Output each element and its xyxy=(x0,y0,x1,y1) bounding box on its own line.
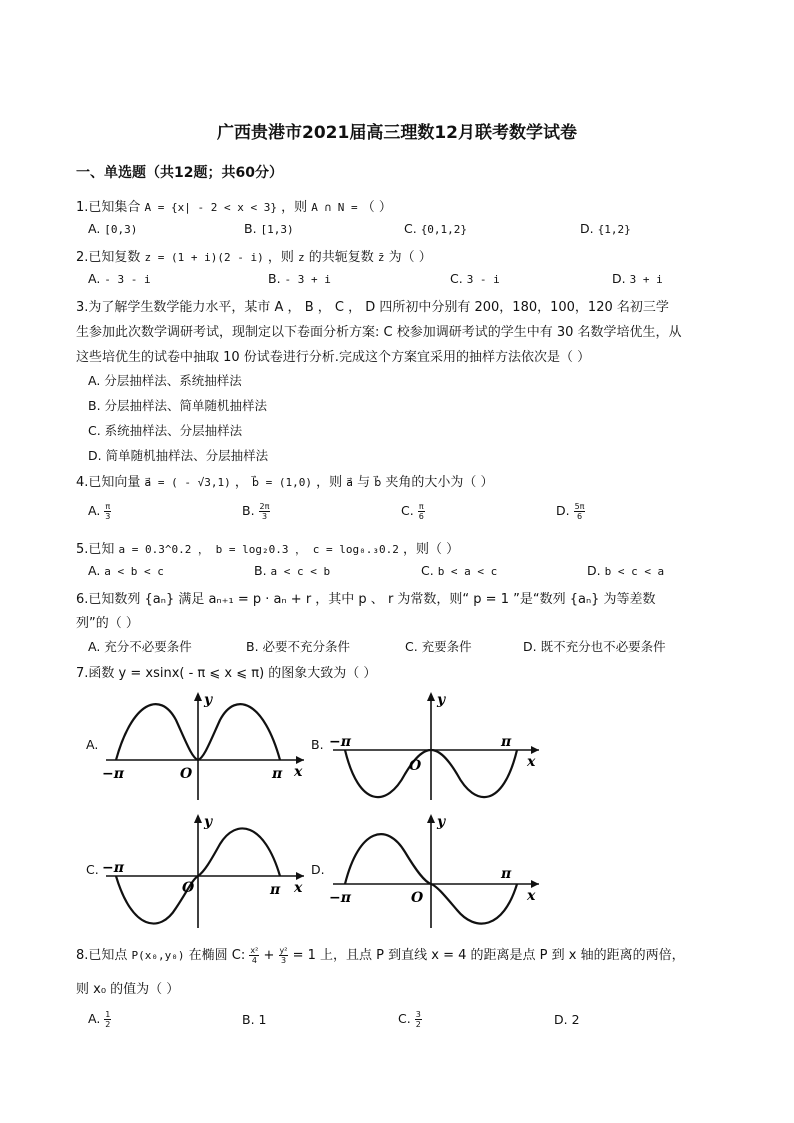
graph-option-a[interactable] xyxy=(98,690,310,802)
question-6-option-b[interactable]: B. 必要不充分条件 xyxy=(246,639,351,654)
question-8-option-a[interactable]: A. $\frac{1}{2}$ xyxy=(88,1010,111,1029)
axis-x-label: x xyxy=(294,764,303,780)
page-title: 广西贵港市2021届高三理数12月联考数学试卷 xyxy=(217,123,577,143)
pi-label: π xyxy=(501,866,512,882)
question-2-option-c[interactable]: C. 3 - i xyxy=(450,271,500,286)
question-7-option-b-label[interactable]: B. xyxy=(311,737,324,752)
question-3-option-a[interactable]: A. 分层抽样法、系统抽样法 xyxy=(88,373,242,388)
y-axis-arrow xyxy=(427,692,435,701)
origin-label: O xyxy=(409,758,422,774)
x-axis-arrow xyxy=(296,872,304,880)
question-3-option-c[interactable]: C. 系统抽样法、分层抽样法 xyxy=(88,423,243,438)
question-8-stem: 8.已知点 P(x₀,y₀) 在椭圆 C: $\frac{\text{x²}}{4}$ + $\frac{\text{y²}}{3}$ = 1 上，且点 P 到直线 x = 4 的距离是点 P 到 x 轴的距离的两倍， xyxy=(76,946,685,965)
question-6-option-a[interactable]: A. 充分不必要条件 xyxy=(88,639,192,654)
question-2-option-d[interactable]: D. 3 + i xyxy=(612,271,663,286)
question-3-line-3: 这些培优生的试卷中抽取 10 份试卷进行分析.完成这个方案宜采用的抽样方法依次是（ ） xyxy=(76,350,591,365)
question-1-option-d[interactable]: D. {1,2} xyxy=(580,221,631,236)
question-2-option-b[interactable]: B. - 3 + i xyxy=(268,271,331,286)
origin-label: O xyxy=(182,880,195,896)
question-4-option-b[interactable]: B. $\frac{2\pi}{3}$ xyxy=(242,502,270,521)
question-8-option-c[interactable]: C. $\frac{3}{2}$ xyxy=(398,1010,421,1029)
question-7-option-a-label[interactable]: A. xyxy=(86,737,99,752)
question-4-option-d[interactable]: D. $\frac{5\pi}{6}$ xyxy=(556,502,585,521)
question-5-option-b[interactable]: B. a < c < b xyxy=(254,563,331,578)
question-6-option-d[interactable]: D. 既不充分也不必要条件 xyxy=(523,639,666,654)
question-3-option-d[interactable]: D. 简单随机抽样法、分层抽样法 xyxy=(88,448,269,463)
y-axis-arrow xyxy=(427,814,435,823)
graph-option-c[interactable] xyxy=(98,812,310,930)
question-5-option-d[interactable]: D. b < c < a xyxy=(587,563,665,578)
question-6-option-c[interactable]: C. 充要条件 xyxy=(405,639,472,654)
question-4-option-a[interactable]: A. $\frac{\pi}{3}$ xyxy=(88,502,111,521)
question-8-option-d[interactable]: D. 2 xyxy=(554,1012,580,1027)
axis-y-label: y xyxy=(204,814,213,830)
neg-pi-label: −π xyxy=(329,890,351,906)
x-axis-arrow xyxy=(296,756,304,764)
question-7-stem: 7.函数 y = xsinx( - π ⩽ x ⩽ π) 的图象大致为（ ） xyxy=(76,666,377,681)
question-5-stem: 5.已知 a = 0.3^0.2 ， b = log₂0.3 ， c = log₀.₃0.2 ，则（ ） xyxy=(76,542,460,557)
graph-option-b[interactable] xyxy=(325,690,545,802)
axis-x-label: x xyxy=(527,754,536,770)
question-3-line-1: 3.为了解学生数学能力水平，某市 A ， B ， C ， D 四所初中分别有 200，180，100，120 名初三学 xyxy=(76,300,669,315)
question-2-stem: 2.已知复数 z = (1 + i)(2 - i) ，则 z 的共轭复数 z̄ 为（ ） xyxy=(76,250,432,265)
origin-label: O xyxy=(411,890,424,906)
neg-pi-label: −π xyxy=(102,860,124,876)
question-2-option-a[interactable]: A. - 3 - i xyxy=(88,271,151,286)
question-1-option-a[interactable]: A. [0,3) xyxy=(88,221,138,236)
question-6-line-1: 6.已知数列 {aₙ} 满足 aₙ₊₁ = p · aₙ + r ，其中 p 、 r 为常数，则“ p = 1 ”是“数列 {aₙ} 为等差数 xyxy=(76,592,656,607)
question-1-option-b[interactable]: B. [1,3) xyxy=(244,221,294,236)
graph-option-d[interactable] xyxy=(325,812,545,930)
origin-label: O xyxy=(180,766,193,782)
y-axis-arrow xyxy=(194,814,202,823)
question-7-option-d-label[interactable]: D. xyxy=(311,862,325,877)
section-heading: 一、单选题（共12题；共60分） xyxy=(76,165,283,181)
question-8-option-b[interactable]: B. 1 xyxy=(242,1012,267,1027)
pi-label: π xyxy=(270,882,281,898)
x-axis-arrow xyxy=(531,746,539,754)
axis-x-label: x xyxy=(527,888,536,904)
neg-pi-label: −π xyxy=(102,766,124,782)
y-axis-arrow xyxy=(194,692,202,701)
question-8-line-2: 则 x₀ 的值为（ ） xyxy=(76,982,180,997)
question-7-option-c-label[interactable]: C. xyxy=(86,862,99,877)
question-1-stem: 1.已知集合 A = {x| - 2 < x < 3} ，则 A ∩ N = （ ） xyxy=(76,200,392,215)
question-4-stem: 4.已知向量 a⃗ = ( - √3,1) ， b⃗ = (1,0) ，则 a⃗ 与 b⃗ 夹角的大小为（ ） xyxy=(76,475,494,490)
question-6-line-2: 列”的（ ） xyxy=(76,616,139,631)
axis-y-label: y xyxy=(437,692,446,708)
question-4-option-c[interactable]: C. $\frac{\pi}{6}$ xyxy=(401,502,424,521)
axis-y-label: y xyxy=(204,692,213,708)
question-3-option-b[interactable]: B. 分层抽样法、简单随机抽样法 xyxy=(88,398,268,413)
axis-x-label: x xyxy=(294,880,303,896)
question-5-option-c[interactable]: C. b < a < c xyxy=(421,563,498,578)
pi-label: π xyxy=(272,766,283,782)
pi-label: π xyxy=(501,734,512,750)
axis-y-label: y xyxy=(437,814,446,830)
x-axis-arrow xyxy=(531,880,539,888)
question-5-option-a[interactable]: A. a < b < c xyxy=(88,563,164,578)
question-3-line-2: 生参加此次数学调研考试，现制定以下卷面分析方案: C 校参加调研考试的学生中有 30 名数学培优生，从 xyxy=(76,325,682,340)
question-1-option-c[interactable]: C. {0,1,2} xyxy=(404,221,468,236)
neg-pi-label: −π xyxy=(329,734,351,750)
